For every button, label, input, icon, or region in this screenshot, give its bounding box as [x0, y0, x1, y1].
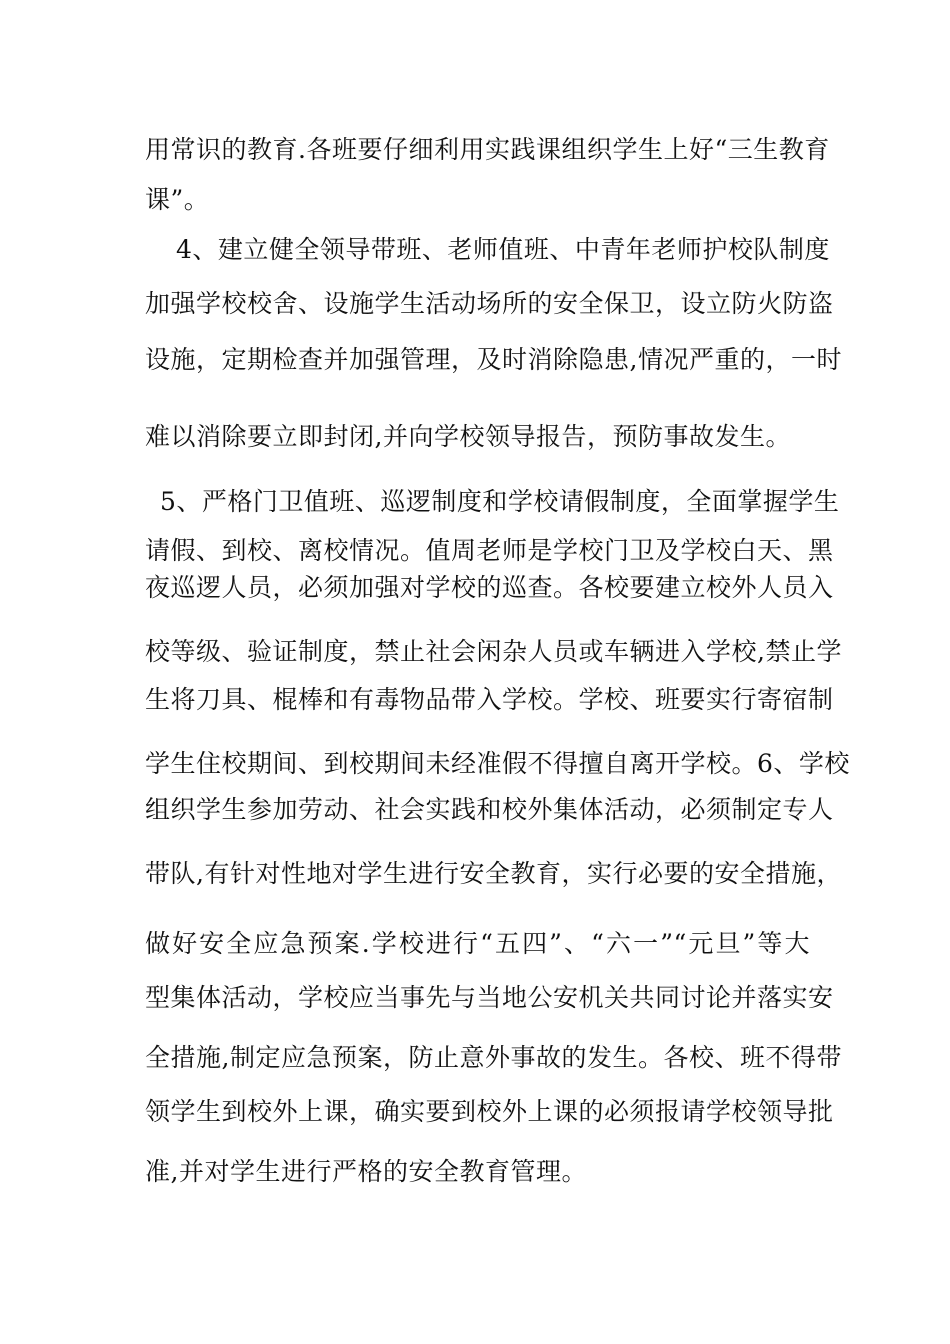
- text-line-13: 组织学生参加劳动、社会实践和校外集体活动，必须制定专人: [145, 795, 834, 824]
- text-line-2: 课”。: [145, 185, 210, 214]
- text-line-10: 校等级、验证制度，禁止社会闲杂人员或车辆进入学校,禁止学: [145, 637, 842, 666]
- text-line-4: 加强学校校舍、设施学生活动场所的安全保卫，设立防火防盗: [145, 289, 834, 318]
- text-line-18: 领学生到校外上课，确实要到校外上课的必须报请学校领导批: [145, 1097, 834, 1126]
- text-line-6: 难以消除要立即封闭,并向学校领导报告，预防事故发生。: [145, 422, 791, 451]
- text-line-3: 4、建立健全领导带班、老师值班、中青年老师护校队制度: [176, 235, 830, 264]
- text-line-8: 请假、到校、离校情况。值周老师是学校门卫及学校白天、黑: [145, 536, 834, 565]
- text-line-7: 5、严格门卫值班、巡逻制度和学校请假制度，全面掌握学生: [160, 487, 840, 516]
- text-line-16: 型集体活动，学校应当事先与当地公安机关共同讨论并落实安: [145, 983, 834, 1012]
- text-line-1: 用常识的教育.各班要仔细利用实践课组织学生上好“三生教育: [145, 135, 830, 164]
- text-line-14: 带队,有针对性地对学生进行安全教育，实行必要的安全措施，: [145, 859, 842, 888]
- text-line-12: 学生住校期间、到校期间未经准假不得擅自离开学校。6、学校: [145, 749, 850, 778]
- text-line-15: 做好安全应急预案.学校进行“五四”、“六一”“元旦”等大: [145, 929, 810, 958]
- text-line-19: 准,并对学生进行严格的安全教育管理。: [145, 1157, 587, 1186]
- text-line-5: 设施，定期检查并加强管理，及时消除隐患,情况严重的，一时: [145, 345, 842, 374]
- text-line-17: 全措施,制定应急预案，防止意外事故的发生。各校、班不得带: [145, 1043, 842, 1072]
- text-line-9: 夜巡逻人员，必须加强对学校的巡查。各校要建立校外人员入: [145, 573, 834, 602]
- text-line-11: 生将刀具、棍棒和有毒物品带入学校。学校、班要实行寄宿制: [145, 685, 834, 714]
